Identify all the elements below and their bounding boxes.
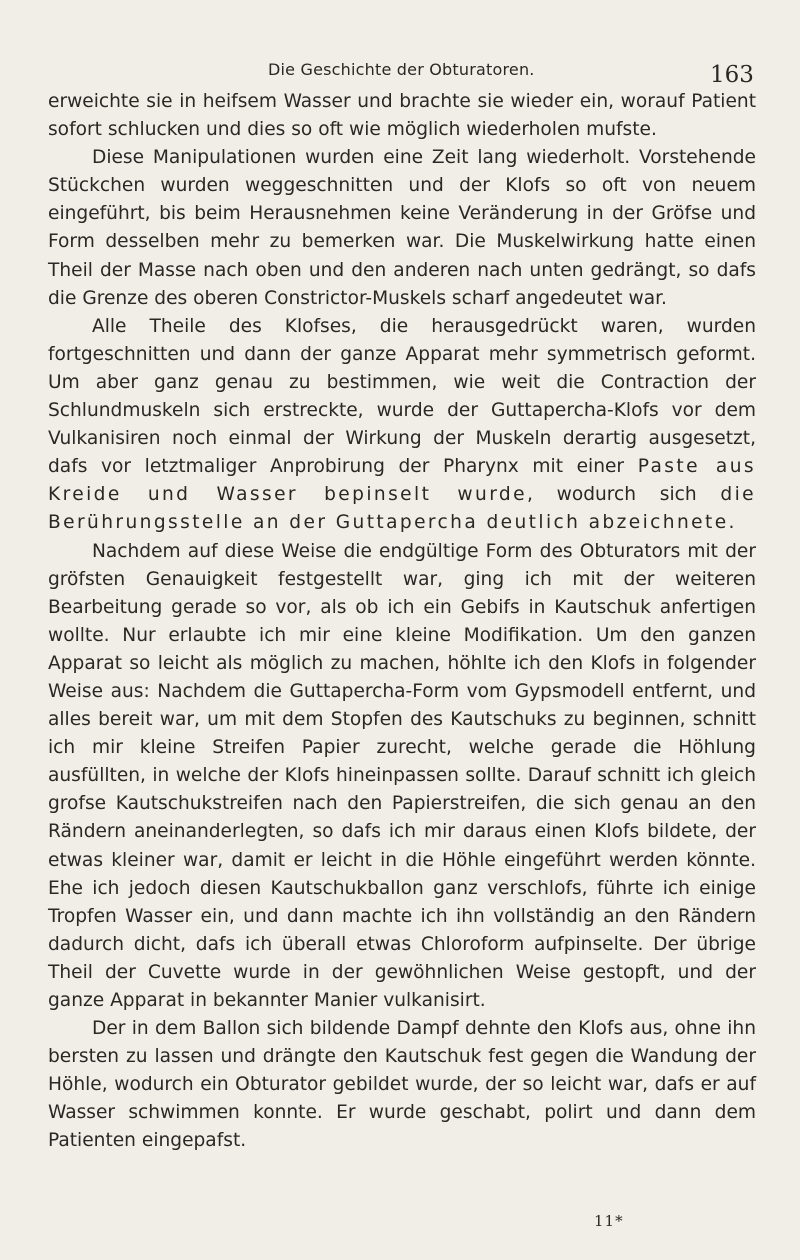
spaced-emphasis-1: Paste aus Kreide und Wasser bepinselt wurde xyxy=(48,456,756,506)
paragraph-1: erweichte sie in heifsem Wasser und brachte sie wieder ein, worauf Patient sofort schlucken und dies so oft wie möglich wiederholen mufste. xyxy=(48,91,756,141)
paragraph-5: Der in dem Ballon sich bildende Dampf dehnte den Klofs aus, ohne ihn bersten zu lassen und drängte den Kautschuk fest gegen die Wandung der Höhle, wodurch ein Obturator gebildet wurde, der so leicht war, dafs er auf Wasser schwimmen konnte. Er wurde geschabt, polirt und dann dem Patienten eingepafst. xyxy=(48,1018,756,1152)
paragraph-2: Diese Manipulationen wurden eine Zeit lang wiederholt. Vorstehende Stückchen wurden weggeschnitten und der Klofs so oft von neuem eingeführt, bis beim Herausnehmen keine Veränderung in der Gröfse und Form desselben mehr zu bemerken war. Die Muskelwirkung hatte einen Theil der Masse nach oben und den anderen nach unten gedrängt, so dafs die Grenze des oberen Constrictor-Muskels scharf angedeutet war. xyxy=(48,147,756,309)
running-head: Die Geschichte der Obturatoren. xyxy=(268,60,535,79)
paragraph-3 xyxy=(48,313,756,538)
paragraph-3-text-before: Alle Theile des Klofses, die herausgedrückt waren, wurden fortgeschnitten und dann der ganze Apparat mehr symmetrisch geformt. Um aber ganz genau zu bestimmen, wie weit die Contraction der Schlundmuskeln sich erstreckte, wurde der Guttapercha-Klofs vor dem Vulkanisiren noch einmal der Wirkung der Muskeln derartig ausgesetzt, dafs vor letztmaliger Anprobirung der Pharynx mit einer xyxy=(48,315,756,478)
paragraph-4: Nachdem auf diese Weise die endgültige Form des Obturators mit der gröfsten Genauigkeit festgestellt war, ging ich mit der weiteren Bearbeitung gerade so vor, als ob ich ein Gebifs in Kautschuk anfertigen wollte. Nur erlaubte ich mir eine kleine Modifikation. Um den ganzen Apparat so leicht als möglich zu machen, höhlte ich den Klofs in folgender Weise aus: Nachdem die Guttapercha-Form vom Gypsmodell entfernt, und alles bereit war, um mit dem Stopfen des Kautschuks zu beginnen, schnitt ich mir kleine Streifen Papier zurecht, welche gerade die Höhlung ausfüllten, in welche der Klofs hineinpassen sollte. Darauf schnitt ich gleich grofse Kautschukstreifen nach den Papierstreifen, die sich genau an den Rändern aneinanderlegten, so dafs ich mir daraus einen Klofs bildete, der etwas kleiner war, damit er leicht in die Höhle eingeführt werden könnte. Ehe ich jedoch diesen Kautschukballon ganz verschlofs, führte ich einige Tropfen Wasser ein, und dann machte ich ihn vollständig an den Rändern dadurch dicht, dafs ich überall etwas Chloroform aufpinselte. Der übrige Theil der Cuvette wurde in der gewöhnlichen Weise gestopft, und der ganze Apparat in bekannter Manier vulkanisirt. xyxy=(48,540,756,1011)
paragraph-3-text-middle: , wodurch sich xyxy=(526,484,697,506)
body-text xyxy=(48,88,756,1156)
signature-mark: 11* xyxy=(594,1212,624,1230)
spaced-emphasis-2: die Berührungsstelle an der Guttapercha deutlich abzeichnete. xyxy=(48,484,757,534)
page-number: 163 xyxy=(710,62,754,88)
